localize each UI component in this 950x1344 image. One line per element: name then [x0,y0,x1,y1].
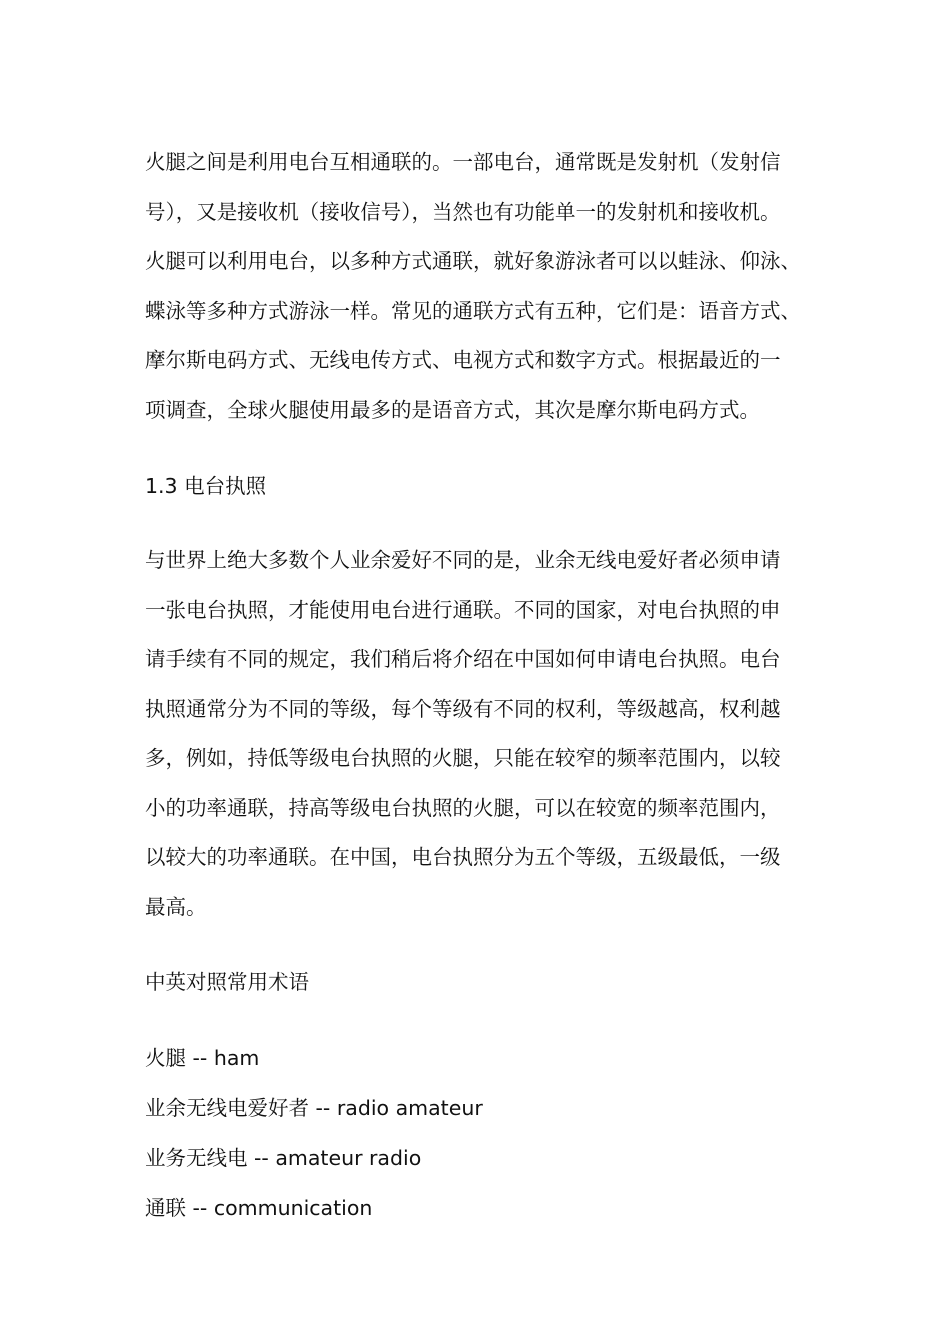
paragraph-line: 一张电台执照，才能使用电台进行通联。不同的国家，对电台执照的申 [145,597,781,622]
paragraph-line: 最高。 [145,894,207,919]
glossary-item: 火腿 -- ham [145,1046,260,1070]
paragraph-line: 火腿之间是利用电台互相通联的。一部电台，通常既是发射机（发射信 [145,150,781,174]
paragraph-line: 火腿可以利用电台，以多种方式通联，就好象游泳者可以以蛙泳、仰泳、 [145,249,801,273]
glossary-heading [145,958,810,1008]
paragraph-license [145,536,810,932]
paragraph-line: 多，例如，持低等级电台执照的火腿，只能在较窄的频率范围内，以较 [145,746,781,770]
paragraph-line: 小的功率通联，持高等级电台执照的火腿，可以在较宽的频率范围内， [145,795,781,820]
paragraph-line: 蝶泳等多种方式游泳一样。常见的通联方式有五种，它们是：语音方式、 [145,298,801,323]
glossary-item: 业余无线电爱好者 -- radio amateur [145,1096,483,1120]
paragraph-line: 以较大的功率通联。在中国，电台执照分为五个等级，五级最低，一级 [145,845,781,869]
paragraph-intro [145,138,810,435]
glossary-item: 通联 -- communication [145,1196,373,1220]
section-heading [145,462,810,512]
paragraph-line: 摩尔斯电码方式、无线电传方式、电视方式和数字方式。根据最近的一 [145,348,781,372]
paragraph-line: 与世界上绝大多数个人业余爱好不同的是，业余无线电爱好者必须申请 [145,548,781,572]
paragraph-line: 项调查，全球火腿使用最多的是语音方式，其次是摩尔斯电码方式。 [145,397,760,422]
glossary-item: 业务无线电 -- amateur radio [145,1146,422,1170]
section-heading-text: 1.3 电台执照 [145,474,267,498]
paragraph-line: 请手续有不同的规定，我们稍后将介绍在中国如何申请电台执照。电台 [145,647,781,671]
paragraph-line: 号），又是接收机（接收信号），当然也有功能单一的发射机和接收机。 [145,199,781,224]
glossary-heading-text: 中英对照常用术语 [145,970,309,994]
paragraph-line: 执照通常分为不同的等级，每个等级有不同的权利，等级越高，权利越 [145,696,781,721]
